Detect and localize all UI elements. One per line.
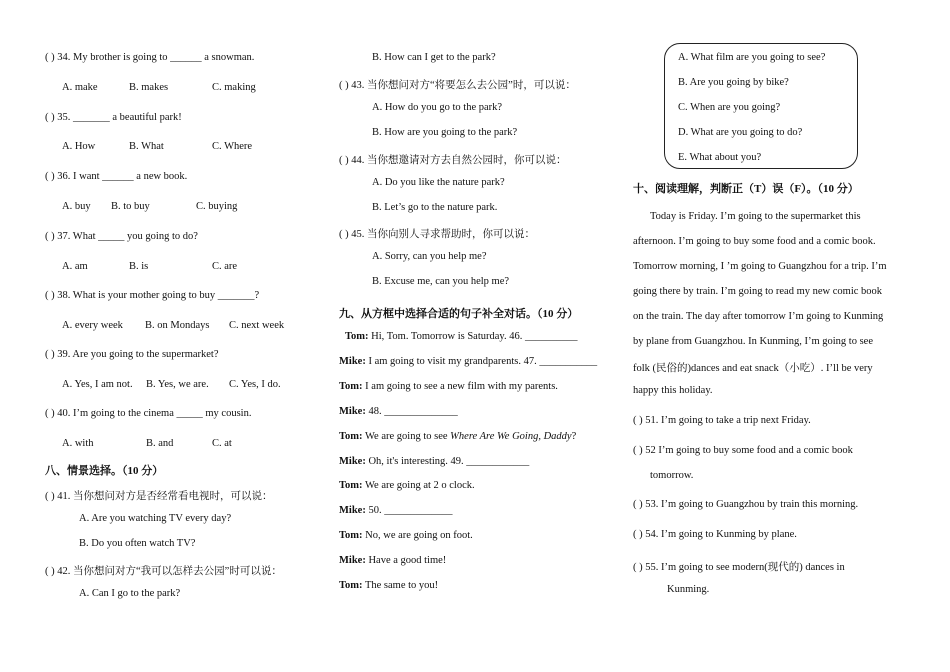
question-text: 37. What _____ you going to do?	[57, 231, 198, 242]
speaker: Tom:	[339, 431, 363, 442]
answer-paren[interactable]: ( )	[45, 52, 55, 63]
passage-line: by plane from Guangzhou. In Kunming, I’m going to see	[633, 336, 873, 347]
speaker: Tom:	[339, 480, 363, 491]
dialog-line	[339, 555, 446, 566]
question-55	[633, 559, 845, 574]
q35-option-a: A. How	[62, 141, 96, 152]
question-text: 52 I’m going to buy some food and a comic book	[645, 445, 853, 456]
speaker: Mike:	[339, 555, 366, 566]
question-45	[339, 226, 535, 241]
speaker: Tom:	[339, 580, 363, 591]
question-text: 44. 当你想邀请对方去自然公园时，你可以说：	[351, 155, 567, 166]
dialog-text: Oh, it's interesting. 49. ____________	[368, 456, 530, 467]
section-10-heading: 十、阅读理解，判断正（T）误（F）。（10 分）	[633, 183, 859, 195]
q36-option-b: B. to buy	[111, 201, 150, 212]
question-39	[45, 349, 219, 360]
q42-option-a: A. Can I go to the park?	[79, 588, 181, 599]
q34-option-a: A. make	[62, 82, 98, 93]
speaker: Tom:	[339, 530, 363, 541]
q40-option-b: B. and	[146, 438, 174, 449]
question-40	[45, 408, 251, 419]
box-option-a: A. What film are you going to see?	[678, 52, 826, 63]
answer-paren[interactable]: ( )	[633, 562, 643, 573]
dialog-text: We are going to see	[364, 431, 451, 442]
answer-paren[interactable]: ( )	[633, 415, 643, 426]
question-34	[45, 52, 254, 63]
dialog-line	[339, 580, 438, 591]
q43-option-a: A. How do you go to the park?	[372, 102, 503, 113]
question-54	[633, 529, 797, 540]
dialog-text: Have a good time!	[368, 555, 447, 566]
speaker: Tom:	[345, 331, 369, 342]
q37-option-a: A. am	[62, 261, 88, 272]
answer-paren[interactable]: ( )	[633, 529, 643, 540]
passage-line: Tomorrow morning, I ’m going to Guangzhou for a trip. I’m	[633, 261, 887, 272]
answer-paren[interactable]: ( )	[339, 155, 349, 166]
question-text: 40. I’m going to the cinema _____ my cousin.	[57, 408, 252, 419]
question-text: 42. 当你想问对方“我可以怎样去公园”时可以说：	[57, 566, 282, 577]
q39-option-c: C. Yes, I do.	[229, 379, 281, 390]
answer-paren[interactable]: ( )	[45, 171, 55, 182]
q38-option-c: C. next week	[229, 320, 285, 331]
dialog-line	[339, 480, 475, 491]
q40-option-a: A. with	[62, 438, 94, 449]
question-51	[633, 415, 811, 426]
answer-paren[interactable]: ( )	[45, 112, 55, 123]
question-text: 54. I’m going to Kunming by plane.	[645, 529, 797, 540]
q44-option-a: A. Do you like the nature park?	[372, 177, 505, 188]
question-text: 55. I’m going to see modern(现代的) dances in	[645, 562, 845, 573]
answer-paren[interactable]: ( )	[45, 408, 55, 419]
question-text: 45. 当你向别人寻求帮助时，你可以说：	[351, 229, 535, 240]
question-text: 39. Are you going to the supermarket?	[57, 349, 219, 360]
question-36	[45, 171, 187, 182]
box-option-b: B. Are you going by bike?	[678, 77, 789, 88]
answer-paren[interactable]: ( )	[45, 231, 55, 242]
speaker: Mike:	[339, 456, 366, 467]
q38-option-a: A. every week	[62, 320, 123, 331]
q39-option-b: B. Yes, we are.	[146, 379, 209, 390]
q45-option-a: A. Sorry, can you help me?	[372, 251, 487, 262]
answer-paren[interactable]: ( )	[633, 499, 643, 510]
q37-option-c: C. are	[212, 261, 238, 272]
dialog-text: I am going to visit my grandparents. 47. ___________	[368, 356, 598, 367]
question-52-continued: tomorrow.	[650, 470, 694, 481]
question-52	[633, 445, 853, 456]
question-text: 51. I’m going to take a trip next Friday.	[645, 415, 811, 426]
speaker: Mike:	[339, 406, 366, 417]
q35-option-c: C. Where	[212, 141, 253, 152]
question-text: 41. 当你想问对方是否经常看电视时，可以说：	[57, 491, 273, 502]
q44-option-b: B. Let’s go to the nature park.	[372, 202, 498, 213]
question-text: 34. My brother is going to ______ a snowman.	[57, 52, 255, 63]
dialog-line	[339, 530, 473, 541]
dialog-line	[345, 331, 577, 342]
q35-option-b: B. What	[129, 141, 164, 152]
q38-option-b: B. on Mondays	[145, 320, 210, 331]
q42-option-b: B. How can I get to the park?	[372, 52, 496, 63]
dialog-line	[339, 505, 452, 516]
question-text: 43. 当你想问对方“将要怎么去公园”时，可以说：	[351, 80, 576, 91]
question-55-continued: Kunming.	[667, 584, 710, 595]
passage-line: on the train. The day after tomorrow I’m going to Kunming	[633, 311, 884, 322]
passage-line: folk (民俗的)dances and eat snack（小吃）. I’ll be very	[633, 363, 873, 374]
question-text: 53. I’m going to Guangzhou by train this morning.	[645, 499, 859, 510]
answer-paren[interactable]: ( )	[45, 290, 55, 301]
speaker: Mike:	[339, 505, 366, 516]
q43-option-b: B. How are you going to the park?	[372, 127, 518, 138]
dialog-line	[339, 431, 576, 442]
dialog-text: No, we are going on foot.	[365, 530, 473, 541]
question-37	[45, 231, 198, 242]
q41-option-b: B. Do you often watch TV?	[79, 538, 196, 549]
question-41	[45, 488, 273, 503]
box-option-d: D. What are you going to do?	[678, 127, 803, 138]
answer-paren[interactable]: ( )	[339, 229, 349, 240]
section-8-heading: 八、情景选择。（10 分）	[45, 465, 164, 477]
question-43	[339, 77, 576, 92]
passage-line: happy this holiday.	[633, 385, 713, 396]
film-title: Where Are We Going, Daddy	[450, 431, 572, 442]
answer-paren[interactable]: ( )	[45, 349, 55, 360]
q41-option-a: A. Are you watching TV every day?	[79, 513, 232, 524]
question-42	[45, 563, 282, 578]
q40-option-c: C. at	[212, 438, 232, 449]
question-44	[339, 152, 567, 167]
answer-paren[interactable]: ( )	[339, 80, 349, 91]
passage-line: afternoon. I’m going to buy some food and a comic book.	[633, 236, 876, 247]
q34-option-b: B. makes	[129, 82, 169, 93]
passage-line: Today is Friday. I’m going to the supermarket this	[650, 211, 861, 222]
speaker: Tom:	[339, 381, 363, 392]
dialog-line	[339, 381, 558, 392]
q36-option-c: C. buying	[196, 201, 238, 212]
question-53	[633, 499, 858, 510]
question-text: 35. _______ a beautiful park!	[57, 112, 182, 123]
dialog-text: 48. ______________	[368, 406, 458, 417]
passage-line: going there by train. I’m going to read my new comic book	[633, 286, 883, 297]
dialog-text: 50. _____________	[368, 505, 453, 516]
answer-paren[interactable]: ( )	[45, 566, 55, 577]
question-text: 36. I want ______ a new book.	[57, 171, 188, 182]
q39-option-a: A. Yes, I am not.	[62, 379, 133, 390]
q34-option-c: C. making	[212, 82, 256, 93]
dialog-line	[339, 356, 597, 367]
q36-option-a: A. buy	[62, 201, 91, 212]
question-35	[45, 112, 182, 123]
dialog-text: I am going to see a new film with my parents.	[365, 381, 558, 392]
dialog-text-tail: ?	[571, 431, 577, 442]
dialog-line	[339, 456, 529, 467]
answer-paren[interactable]: ( )	[45, 491, 55, 502]
question-text: 38. What is your mother going to buy _______?	[57, 290, 260, 301]
section-9-heading: 九、从方框中选择合适的句子补全对话。（10 分）	[339, 308, 579, 320]
q37-option-b: B. is	[129, 261, 149, 272]
q45-option-b: B. Excuse me, can you help me?	[372, 276, 510, 287]
box-option-e: E. What about you?	[678, 152, 762, 163]
dialog-line	[339, 406, 458, 417]
question-38	[45, 290, 259, 301]
speaker: Mike:	[339, 356, 366, 367]
dialog-text: We are going at 2 o clock.	[364, 480, 475, 491]
box-option-c: C. When are you going?	[678, 102, 781, 113]
dialog-text: Hi, Tom. Tomorrow is Saturday. 46. __________	[371, 331, 578, 342]
answer-paren[interactable]: ( )	[633, 445, 643, 456]
dialog-text: The same to you!	[364, 580, 439, 591]
